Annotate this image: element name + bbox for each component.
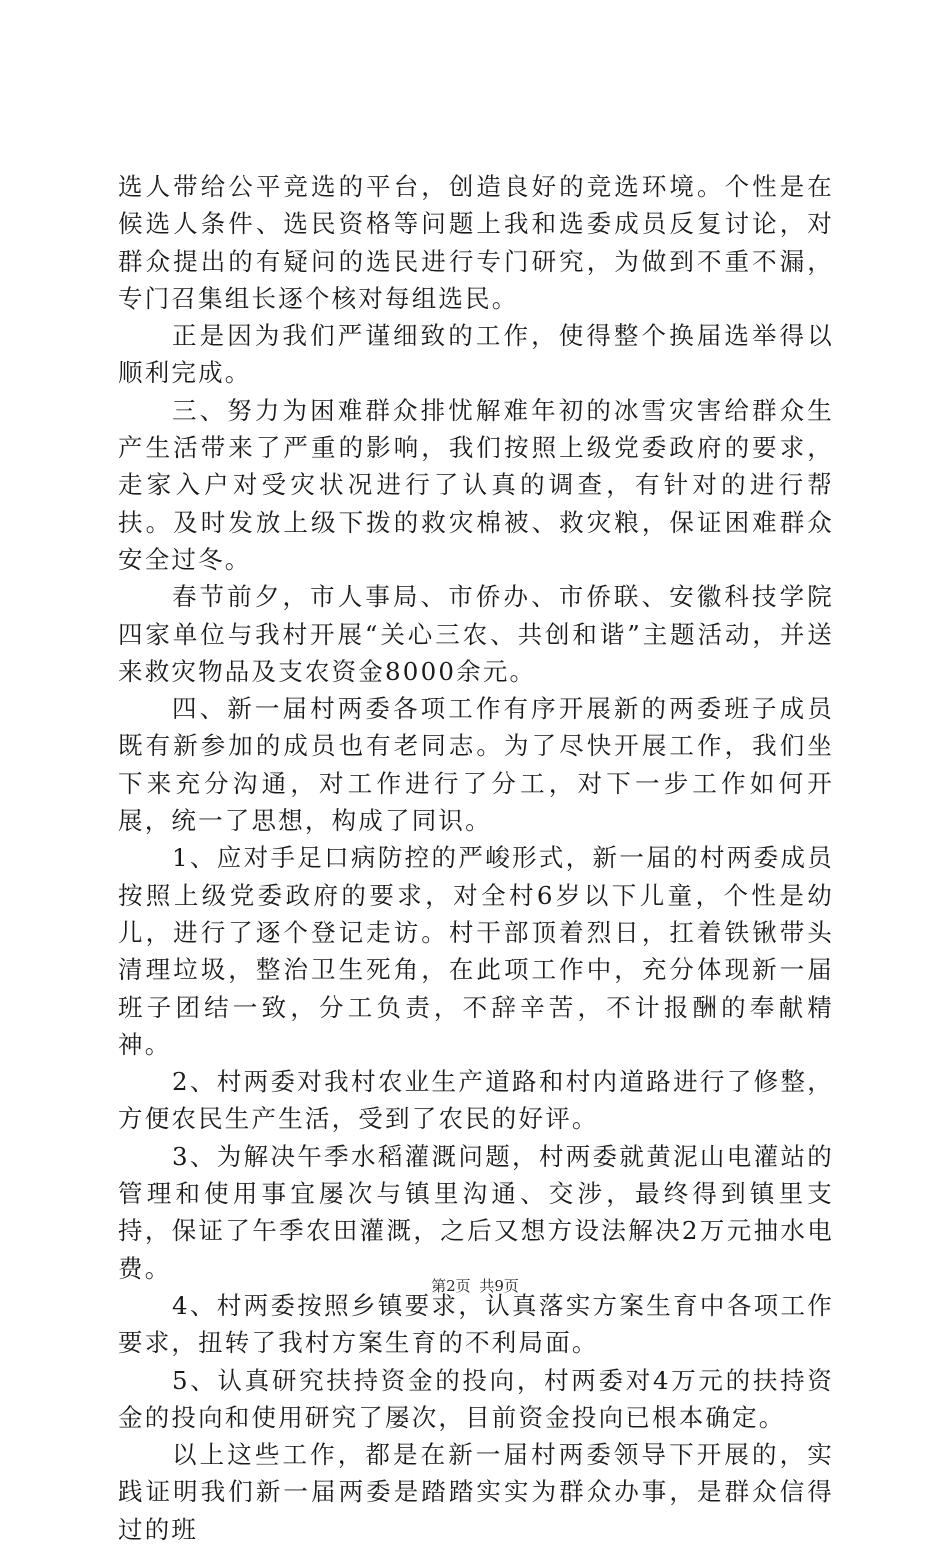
paragraph: 以上这些工作，都是在新一届村两委领导下开展的，实践证明我们新一届两委是踏踏实实为群众办事，是群众信得过的班 xyxy=(118,1440,834,1544)
section-heading-paragraph: 三、努力为困难群众排忧解难年初的冰雪灾害给群众生产生活带来了严重的影响，我们按照上级党委政府的要求，走家入户对受灾状况进行了认真的调查，有针对的进行帮扶。及时发放上级下拨的救灾棉被、救灾粮，保证困难群众安全过冬。 xyxy=(118,395,834,574)
paragraph: 正是因为我们严谨细致的工作，使得整个换届选举得以顺利完成。 xyxy=(118,321,834,388)
paragraph: 春节前夕，市人事局、市侨办、市侨联、安徽科技学院四家单位与我村开展“关心三农、共创和谐”主题活动，并送来救灾物品及支农资金8000余元。 xyxy=(118,582,834,686)
list-item-paragraph: 4、村两委按照乡镇要求，认真落实方案生育中各项工作要求，扭转了我村方案生育的不利局面。 xyxy=(118,1290,834,1358)
document-body xyxy=(118,168,834,1548)
list-item-paragraph: 2、村两委对我村农业生产道路和村内道路进行了修整，方便农民生产生活，受到了农民的好评。 xyxy=(118,1067,834,1134)
page-number: 第2页 xyxy=(431,1277,471,1295)
paragraph-continuation: 选人带给公平竞选的平台，创造良好的竞选环境。个性是在候选人条件、选民资格等问题上我和选委成员反复讨论，对群众提出的有疑问的选民进行专门研究，为做到不重不漏，专门召集组长逐个核对每组选民。 xyxy=(118,172,834,313)
list-item-paragraph: 3、为解决午季水稻灌溉问题，村两委就黄泥山电灌站的管理和使用事宜屡次与镇里沟通、交涉，最终得到镇里支持，保证了午季农田灌溉，之后又想方设法解决2万元抽水电费。 xyxy=(118,1141,834,1283)
page-footer xyxy=(0,1276,950,1296)
page-total: 共9页 xyxy=(479,1277,519,1295)
section-heading-paragraph: 四、新一届村两委各项工作有序开展新的两委班子成员既有新参加的成员也有老同志。为了尽快开展工作，我们坐下来充分沟通，对工作进行了分工，对下一步工作如何开展，统一了思想，构成了同识。 xyxy=(118,694,834,836)
list-item-paragraph: 1、应对手足口病防控的严峻形式，新一届的村两委成员按照上级党委政府的要求，对全村6岁以下儿童，个性是幼儿，进行了逐个登记走访。村干部顶着烈日，扛着铁锹带头清理垃圾，整治卫生死角，在此项工作中，充分体现新一届班子团结一致，分工负责，不辞辛苦，不计报酬的奉献精神。 xyxy=(118,843,834,1059)
list-item-paragraph: 5、认真研究扶持资金的投向，村两委对4万元的扶持资金的投向和使用研究了屡次，目前资金投向已根本确定。 xyxy=(118,1365,834,1432)
